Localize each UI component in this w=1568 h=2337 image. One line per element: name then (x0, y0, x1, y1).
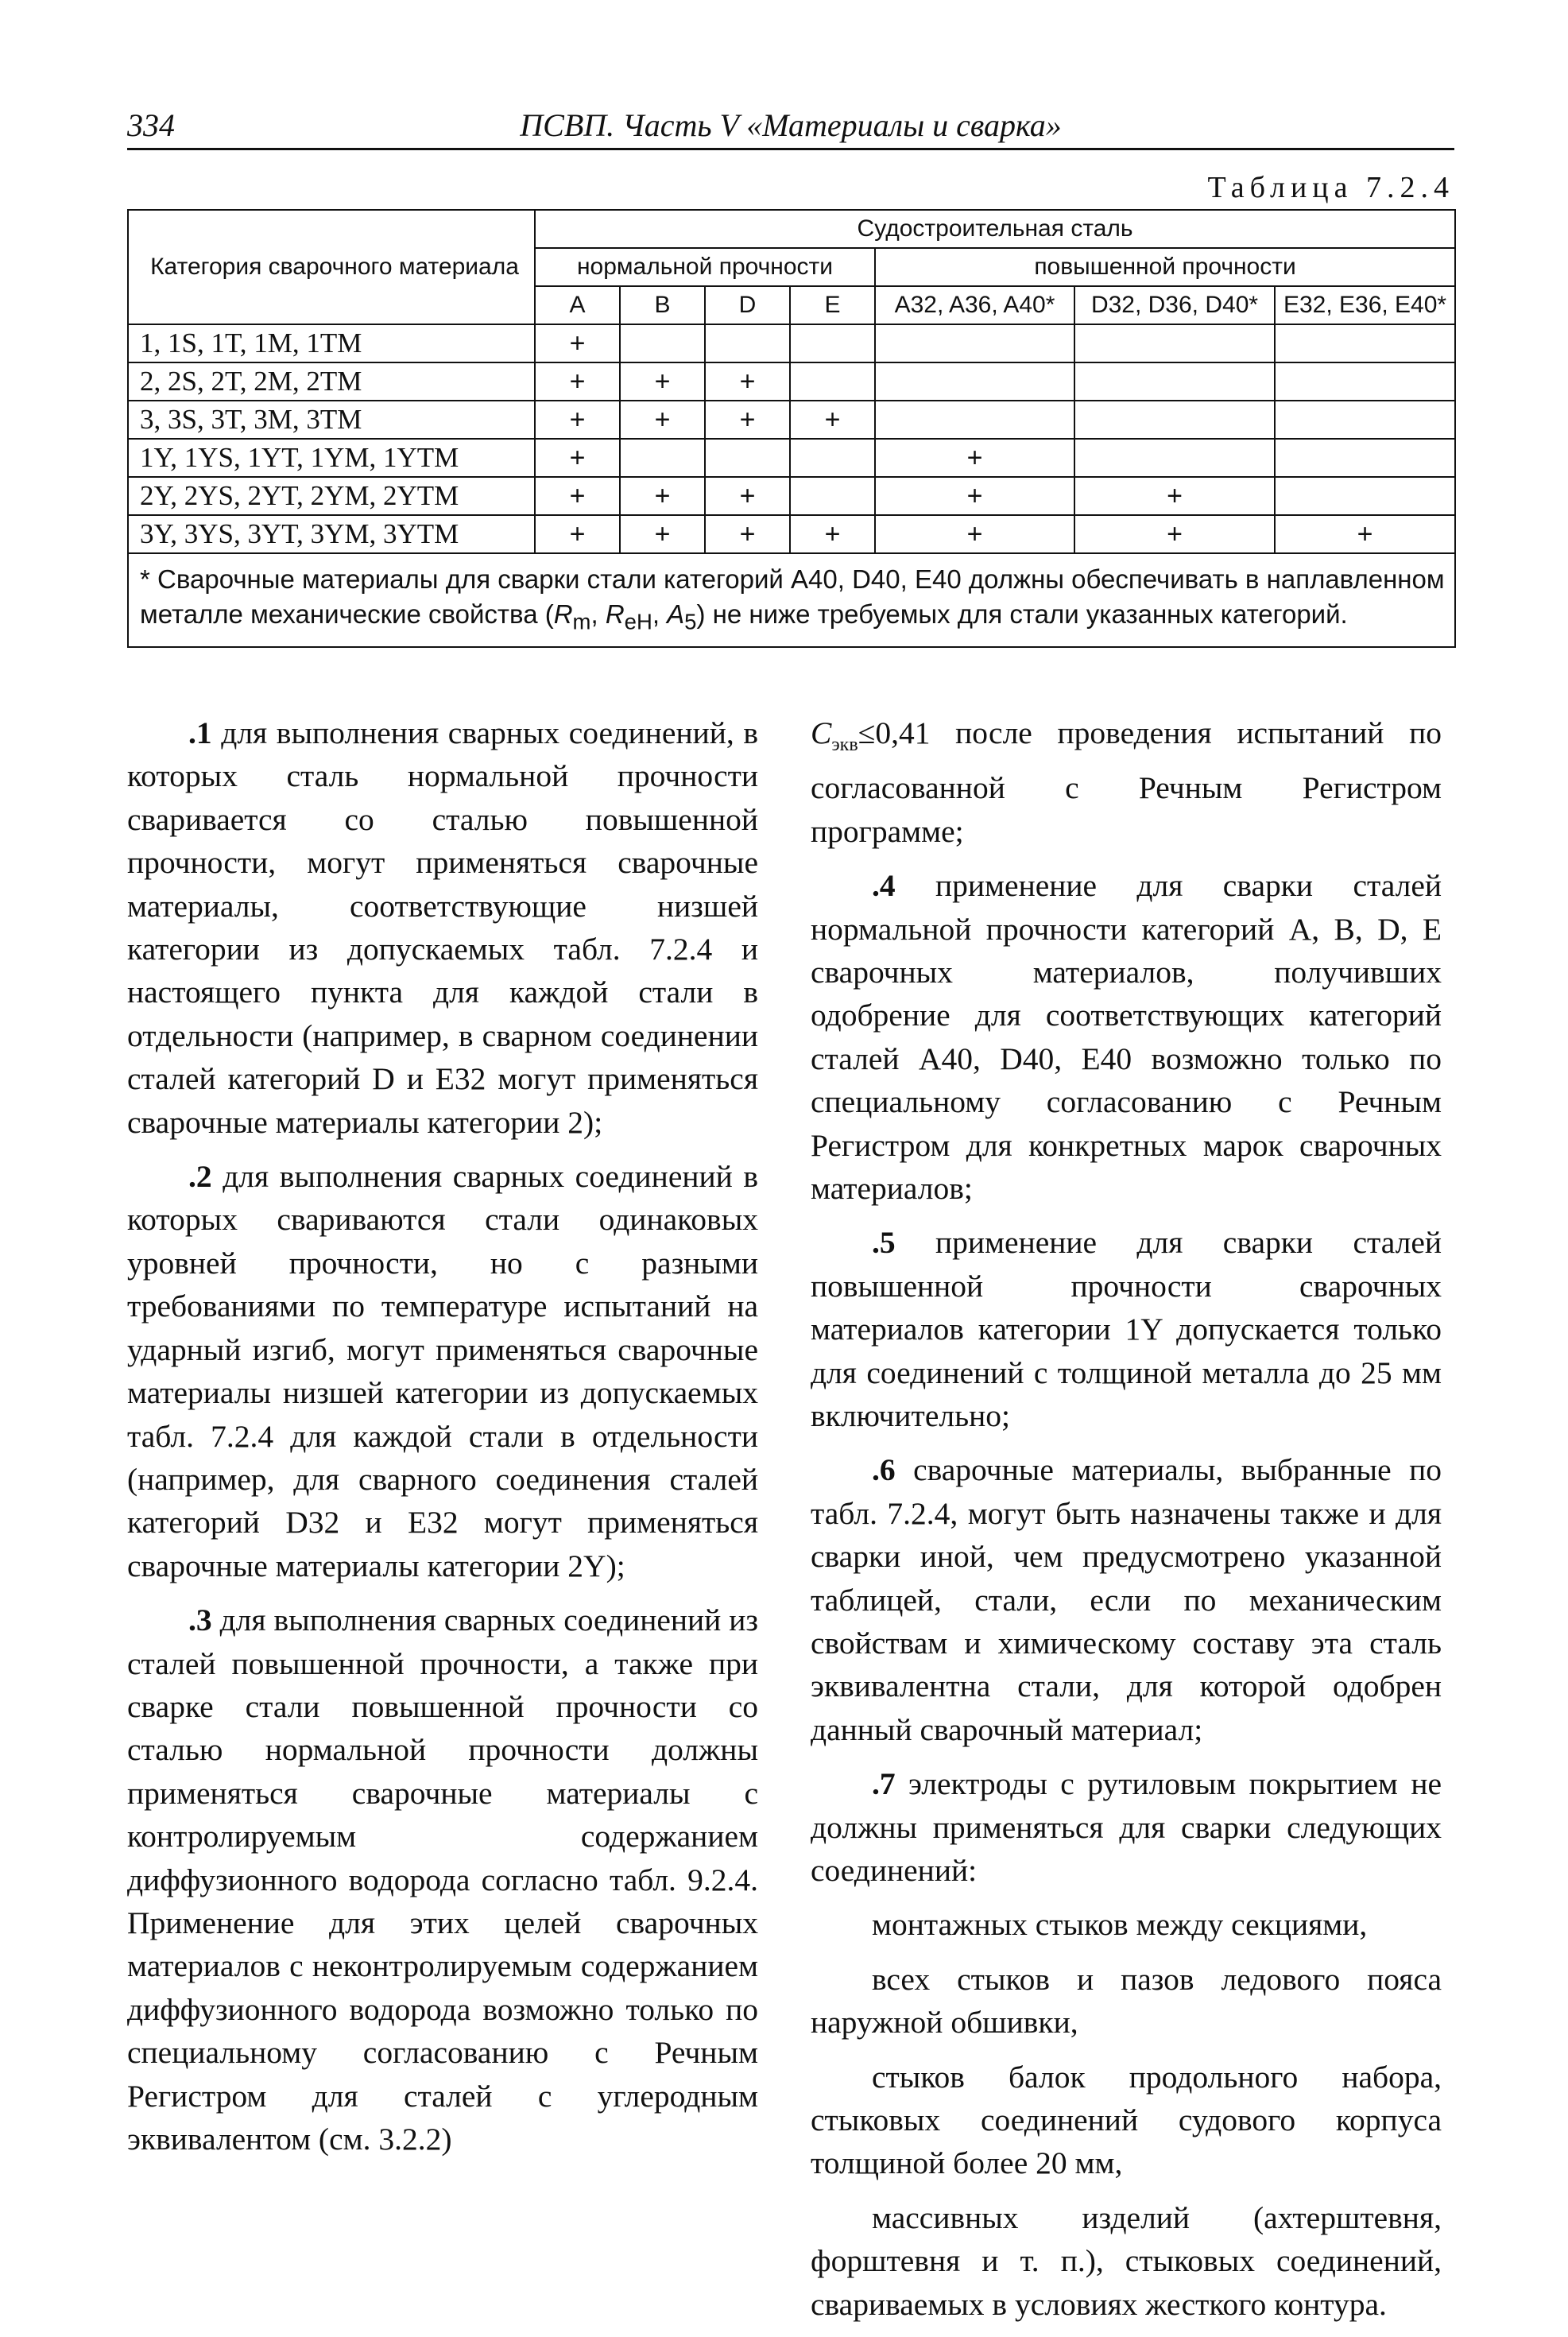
left-column (127, 711, 758, 2172)
approval-mark-cell: + (620, 515, 705, 553)
approval-mark-cell: + (535, 362, 620, 401)
grade-header: D32, D36, D40* (1074, 286, 1275, 324)
grade-header: B (620, 286, 705, 324)
approval-mark-cell: + (620, 362, 705, 401)
grade-header: E (790, 286, 875, 324)
clause-4: .4 применение для сварки сталей нормальной прочности категорий A, B, D, E сварочных материалов, получивших одобрение для соответствующих категорий сталей A40, D40, E40 возможно только по специальному согласованию с Речным Регистром для конкретных марок сварочных материалов; (811, 868, 1442, 1206)
grade-header: E32, E36, E40* (1275, 286, 1455, 324)
approval-mark-cell: + (535, 324, 620, 362)
normal-strength-header: нормальной прочности (535, 248, 875, 286)
table-caption: Таблица 7.2.4 (1207, 171, 1454, 204)
page-number: 334 (127, 107, 175, 143)
list-item: монтажных стыков между секциями, (872, 1907, 1368, 1943)
clause-3-continuation: $C_{экв}\le 0,41$ после проведения испытаний по согласованной с Речным Регистром программе; (811, 715, 1442, 849)
approval-mark-cell (1275, 324, 1455, 362)
approval-mark-cell: + (620, 477, 705, 515)
approval-mark-cell (1275, 362, 1455, 401)
approval-mark-cell (790, 362, 875, 401)
approval-mark-cell (790, 477, 875, 515)
clause-5: .5 применение для сварки сталей повышенной прочности сварочных материалов категории 1Y допускается только для соединений с толщиной металла до 25 мм включительно; (811, 1225, 1442, 1433)
table-row (128, 324, 1455, 362)
category-cell: 2Y, 2YS, 2YT, 2YM, 2YTM (128, 477, 535, 515)
high-strength-header: повышенной прочности (875, 248, 1455, 286)
approval-mark-cell: + (1074, 477, 1275, 515)
clause-1: .1 для выполнения сварных соединений, в которых сталь нормальной прочности сваривается со сталью повышенной прочности, могут применяться сварочные материалы, соответствующие низшей категории из допускаемых табл. 7.2.4 и настоящего пункта для каждой стали в отдельности (например, в сварном соединении сталей категорий D и E32 могут применяться сварочные материалы категории 2); (127, 715, 758, 1140)
row-header: Категория сварочного материала (128, 210, 535, 324)
approval-mark-cell: + (875, 439, 1074, 477)
approval-mark-cell (790, 439, 875, 477)
table-row (128, 439, 1455, 477)
clause-7: .7 электроды с рутиловым покрытием не должны применяться для сварки следующих соединений: (811, 1766, 1442, 1889)
welding-materials-table (127, 209, 1456, 648)
approval-mark-cell (620, 324, 705, 362)
approval-mark-cell: + (1275, 515, 1455, 553)
approval-mark-cell: + (535, 401, 620, 439)
group-header: Судостроительная сталь (535, 210, 1455, 248)
table-footnote: * Сварочные материалы для сварки стали категорий A40, D40, E40 должны обеспечивать в наплавленном металле механические свойства ($R_m$, $R_{eH}$, $A_5$) не ниже требуемых для стали указанных категорий. (128, 553, 1455, 647)
approval-mark-cell (1074, 401, 1275, 439)
list-item: массивных изделий (ахтерштевня, форштевня и т. п.), стыковых соединений, свариваемых в условиях жесткого контура. (811, 2199, 1442, 2322)
table-row (128, 477, 1455, 515)
list-item: всех стыков и пазов ледового пояса наружной обшивки, (811, 1961, 1442, 2041)
table-body (128, 324, 1455, 553)
clause-2: .2 для выполнения сварных соединений в которых свариваются стали одинаковых уровней прочности, но с разными требованиями по температуре испытаний на ударный изгиб, могут применяться сварочные материалы низшей категории из допускаемых табл. 7.2.4 для каждой стали в отдельности (например, для сварного соединения сталей категорий D32 и E32 могут применяться сварочные материалы категории 2Y); (127, 1159, 758, 1583)
approval-mark-cell: + (875, 477, 1074, 515)
category-cell: 3Y, 3YS, 3YT, 3YM, 3YTM (128, 515, 535, 553)
approval-mark-cell: + (535, 515, 620, 553)
table-row (128, 362, 1455, 401)
approval-mark-cell (875, 324, 1074, 362)
approval-mark-cell (875, 362, 1074, 401)
approval-mark-cell (1275, 439, 1455, 477)
approval-mark-cell: + (705, 401, 790, 439)
approval-mark-cell (1275, 477, 1455, 515)
grade-header: D (705, 286, 790, 324)
approval-mark-cell (1275, 401, 1455, 439)
approval-mark-cell: + (790, 401, 875, 439)
approval-mark-cell (620, 439, 705, 477)
approval-mark-cell: + (1074, 515, 1275, 553)
approval-mark-cell (1074, 439, 1275, 477)
page-header (127, 103, 1454, 150)
category-cell: 1Y, 1YS, 1YT, 1YM, 1YTM (128, 439, 535, 477)
approval-mark-cell: + (705, 515, 790, 553)
grade-header: A32, A36, A40* (875, 286, 1074, 324)
approval-mark-cell (790, 324, 875, 362)
approval-mark-cell: + (705, 362, 790, 401)
approval-mark-cell: + (535, 477, 620, 515)
approval-mark-cell (705, 324, 790, 362)
approval-mark-cell: + (535, 439, 620, 477)
running-title: ПСВП. Часть V «Материалы и сварка» (520, 107, 1062, 143)
approval-mark-cell (1074, 362, 1275, 401)
approval-mark-cell: + (705, 477, 790, 515)
approval-mark-cell: + (790, 515, 875, 553)
table-row (128, 401, 1455, 439)
clause-3: .3 для выполнения сварных соединений из сталей повышенной прочности, а также при сварке стали повышенной прочности со сталью нормальной прочности должны применяться сварочные материалы с контролируемым содержанием диффузионного водорода согласно табл. 9.2.4. Применение для этих целей сварочных материалов с неконтролируемым содержанием диффузионного водорода возможно только по специальному согласованию с Речным Регистром для сталей с углеродным эквивалентом (см. 3.2.2) (127, 1603, 758, 2157)
approval-mark-cell: + (875, 515, 1074, 553)
clause-6: .6 сварочные материалы, выбранные по табл. 7.2.4, могут быть назначены также и для сварки иной, чем предусмотрено указанной таблицей, стали, если по механическим свойствам и химическому составу эта сталь эквивалентна стали, для которой одобрен данный сварочный материал; (811, 1452, 1442, 1747)
grade-header: A (535, 286, 620, 324)
right-column (811, 711, 1442, 2337)
approval-mark-cell (1074, 324, 1275, 362)
list-item: стыков балок продольного набора, стыковых соединений судового корпуса толщиной более 20 мм, (811, 2059, 1442, 2181)
category-cell: 1, 1S, 1T, 1M, 1TM (128, 324, 535, 362)
category-cell: 3, 3S, 3T, 3M, 3TM (128, 401, 535, 439)
table-row (128, 515, 1455, 553)
approval-mark-cell: + (620, 401, 705, 439)
approval-mark-cell (875, 401, 1074, 439)
category-cell: 2, 2S, 2T, 2M, 2TM (128, 362, 535, 401)
approval-mark-cell (705, 439, 790, 477)
